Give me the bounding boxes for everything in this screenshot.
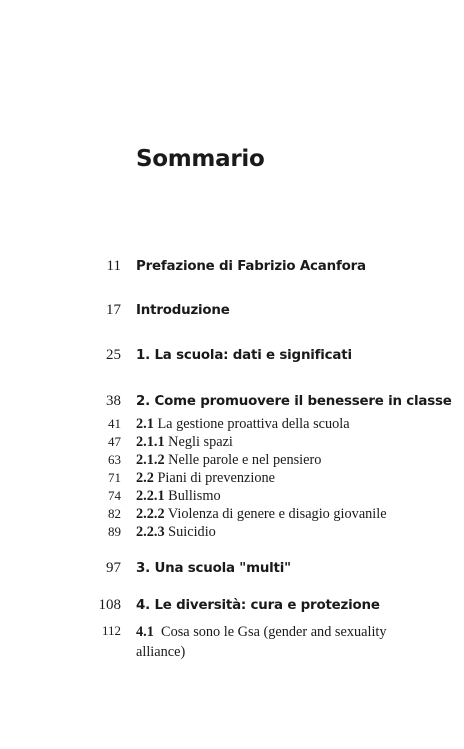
toc-entry-chapter-1[interactable]: [0, 347, 464, 365]
page-number: 47: [108, 434, 121, 449]
toc-subentry-2-2[interactable]: [0, 470, 464, 488]
section-title: La gestione proattiva della scuola: [157, 416, 350, 432]
page-number: 71: [108, 470, 121, 485]
toc-subentry-2-2-1[interactable]: [0, 488, 464, 506]
toc-subentry-2-2-2[interactable]: [0, 506, 464, 524]
section-title: Negli spazi: [168, 434, 233, 450]
entry-label: [136, 470, 275, 487]
section-title: Nelle parole e nel pensiero: [168, 452, 322, 468]
section-number: 2.2.3: [136, 524, 165, 540]
page-number: 38: [106, 393, 121, 409]
entry-label: 2. Come promuovere il benessere in classe: [136, 394, 452, 409]
section-title: Suicidio: [168, 524, 216, 540]
entry-label: [136, 452, 321, 469]
section-number: 2.1.1: [136, 434, 165, 450]
page-number: 63: [108, 452, 121, 467]
entry-label: [136, 434, 233, 451]
section-title: Cosa sono le Gsa (gender and sexuality alliance): [136, 624, 387, 660]
toc-subentry-2-1-2[interactable]: [0, 452, 464, 470]
entry-label: Introduzione: [136, 303, 230, 318]
entry-label: [136, 622, 396, 662]
page-title: Sommario: [136, 146, 265, 172]
entry-label: 3. Una scuola "multi": [136, 561, 291, 576]
toc-subentry-4-1[interactable]: [0, 623, 464, 660]
entry-label: 4. Le diversità: cura e protezione: [136, 598, 380, 613]
page-number: 82: [108, 506, 121, 521]
section-title: Bullismo: [168, 488, 221, 504]
section-title: Piani di prevenzione: [157, 470, 275, 486]
section-title: Violenza di genere e disagio giovanile: [167, 506, 387, 522]
page-number: 89: [108, 524, 121, 539]
entry-label: [136, 506, 387, 523]
entry-label: [136, 488, 221, 505]
toc-subentry-2-1[interactable]: [0, 416, 464, 434]
page-number: 97: [106, 560, 121, 576]
entry-label: [136, 416, 350, 433]
page-number: 41: [108, 416, 121, 431]
page-number: 17: [106, 302, 121, 318]
toc-entry-chapter-2[interactable]: [0, 393, 464, 411]
section-number: 2.1.2: [136, 452, 165, 468]
entry-label: 1. La scuola: dati e significati: [136, 348, 352, 363]
toc-entry-chapter-4[interactable]: [0, 597, 464, 615]
toc-entry-prefazione[interactable]: [0, 258, 464, 276]
toc-entry-chapter-3[interactable]: [0, 560, 464, 578]
page-number: 74: [108, 488, 121, 503]
page-number: 112: [101, 623, 121, 638]
section-number: 2.2.2: [136, 506, 165, 522]
page-number: 25: [106, 347, 121, 363]
page-number: 11: [106, 258, 121, 274]
section-number: 2.1: [136, 416, 154, 432]
toc-entry-introduzione[interactable]: [0, 302, 464, 320]
page-number: 108: [98, 597, 121, 613]
section-number: 4.1: [136, 624, 154, 640]
section-number: 2.2: [136, 470, 154, 486]
toc-subentry-2-1-1[interactable]: [0, 434, 464, 452]
toc-subentry-2-2-3[interactable]: [0, 524, 464, 542]
entry-label: [136, 524, 216, 541]
section-number: 2.2.1: [136, 488, 165, 504]
entry-label: Prefazione di Fabrizio Acanfora: [136, 259, 366, 274]
